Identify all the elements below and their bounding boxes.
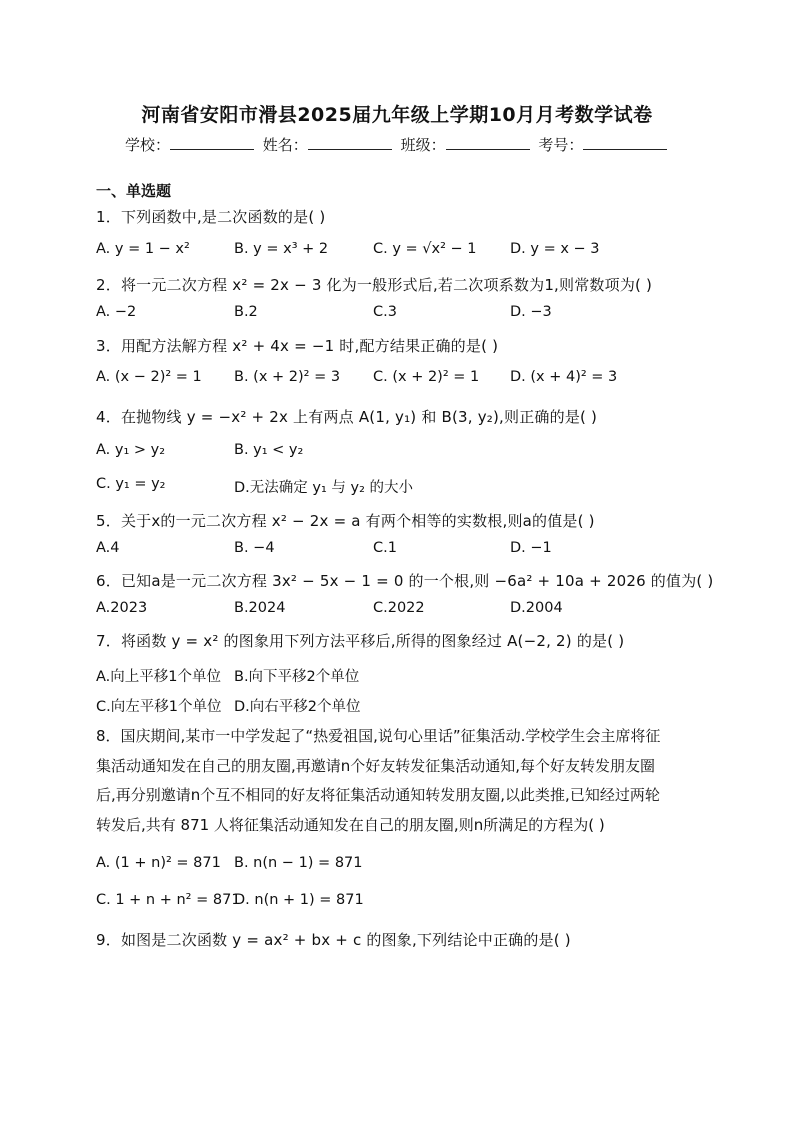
q4-option-c: C. y₁ = y₂ [96, 476, 166, 492]
question-4-options-row-2 [96, 476, 736, 498]
q6-option-b: B.2024 [234, 600, 286, 616]
class-label: 班级： [400, 136, 446, 154]
question-1-stem: 1．下列函数中,是二次函数的是( ) [96, 208, 326, 226]
q8-option-a: A. (1 + n)² = 871 [96, 855, 221, 871]
question-9-stem: 9．如图是二次函数 y = ax² + bx + c 的图象,下列结论中正确的是( ) [96, 931, 571, 949]
question-5-options [96, 540, 736, 562]
q4-option-a: A. y₁ > y₂ [96, 442, 166, 458]
q3-option-b: B. (x + 2)² = 3 [234, 369, 341, 385]
q8-line-1: 8．国庆期间,某市一中学发起了“热爱祖国,说句心里话”征集活动.学校学生会主席将征 [96, 727, 661, 745]
q2-option-b: B.2 [234, 304, 258, 320]
q1-option-c: C. y = √x² − 1 [373, 241, 477, 257]
q6-option-c: C.2022 [373, 600, 425, 616]
question-6-options [96, 600, 736, 622]
name-blank [308, 135, 392, 150]
name-label: 姓名： [262, 136, 308, 154]
q8-line-3: 后,再分别邀请n个互不相同的好友将征集活动通知转发朋友圈,以此类推,已知经过两轮 [96, 786, 660, 804]
q4-option-d: D.无法确定 y₁ 与 y₂ 的大小 [234, 480, 413, 496]
q2-option-d: D. −3 [510, 304, 552, 320]
q8-option-d: D. n(n + 1) = 871 [234, 892, 364, 908]
number-label: 考号： [538, 136, 584, 154]
question-4-options-row-1 [96, 442, 736, 464]
number-blank [583, 135, 667, 150]
q5-option-a: A.4 [96, 540, 120, 556]
section-heading: 一、单选题 [96, 182, 172, 200]
question-7-options-row-2 [96, 695, 736, 717]
class-blank [446, 135, 530, 150]
q8-line-4: 转发后,共有 871 人将征集活动通知发在自己的朋友圈,则n所满足的方程为( ) [96, 815, 605, 834]
student-info-line [125, 134, 671, 155]
page-title: 河南省安阳市滑县2025届九年级上学期10月月考数学试卷 [141, 104, 653, 126]
q3-option-a: A. (x − 2)² = 1 [96, 369, 202, 385]
q3-option-d: D. (x + 4)² = 3 [510, 369, 618, 385]
question-8-stem [96, 722, 696, 840]
question-7-stem: 7．将函数 y = x² 的图象用下列方法平移后,所得的图象经过 A(−2, 2) 的是( ) [96, 632, 625, 650]
q6-option-d: D.2004 [510, 600, 563, 616]
question-5-stem: 5．关于x的一元二次方程 x² − 2x = a 有两个相等的实数根,则a的值是( ) [96, 512, 595, 530]
q1-option-a: A. y = 1 − x² [96, 241, 190, 257]
q2-option-a: A. −2 [96, 304, 137, 320]
question-4-stem: 4．在抛物线 y = −x² + 2x 上有两点 A(1, y₁) 和 B(3, y₂),则正确的是( ) [96, 408, 598, 426]
q4-option-b: B. y₁ < y₂ [234, 442, 304, 458]
q6-option-a: A.2023 [96, 600, 148, 616]
q3-option-c: C. (x + 2)² = 1 [373, 369, 480, 385]
question-3-stem: 3．用配方法解方程 x² + 4x = −1 时,配方结果正确的是( ) [96, 337, 499, 355]
q7-option-b: B.向下平移2个单位 [234, 669, 360, 685]
q8-line-2: 集活动通知发在自己的朋友圈,再邀请n个好友转发征集活动通知,每个好友转发朋友圈 [96, 756, 656, 775]
question-3-options [96, 369, 736, 391]
q1-option-d: D. y = x − 3 [510, 241, 600, 257]
q2-option-c: C.3 [373, 304, 397, 320]
q5-option-b: B. −4 [234, 540, 275, 556]
q1-option-b: B. y = x³ + 2 [234, 241, 329, 257]
q7-option-c: C.向左平移1个单位 [96, 699, 222, 715]
q8-option-b: B. n(n − 1) = 871 [234, 855, 363, 871]
q5-option-c: C.1 [373, 540, 397, 556]
q8-option-c: C. 1 + n + n² = 871 [96, 892, 241, 908]
q7-option-d: D.向右平移2个单位 [234, 699, 361, 715]
question-2-stem: 2．将一元二次方程 x² = 2x − 3 化为一般形式后,若二次项系数为1,则常数项为( ) [96, 276, 653, 294]
school-label: 学校： [125, 136, 171, 154]
question-8-options-row-1 [96, 855, 736, 877]
question-6-stem: 6．已知a是一元二次方程 3x² − 5x − 1 = 0 的一个根,则 −6a² + 10a + 2026 的值为( ) [96, 572, 714, 590]
question-8-options-row-2 [96, 892, 736, 914]
school-blank [170, 135, 254, 150]
question-1-options [96, 241, 736, 263]
question-7-options-row-1 [96, 665, 736, 687]
question-2-options [96, 304, 736, 326]
q7-option-a: A.向上平移1个单位 [96, 669, 221, 685]
q5-option-d: D. −1 [510, 540, 552, 556]
